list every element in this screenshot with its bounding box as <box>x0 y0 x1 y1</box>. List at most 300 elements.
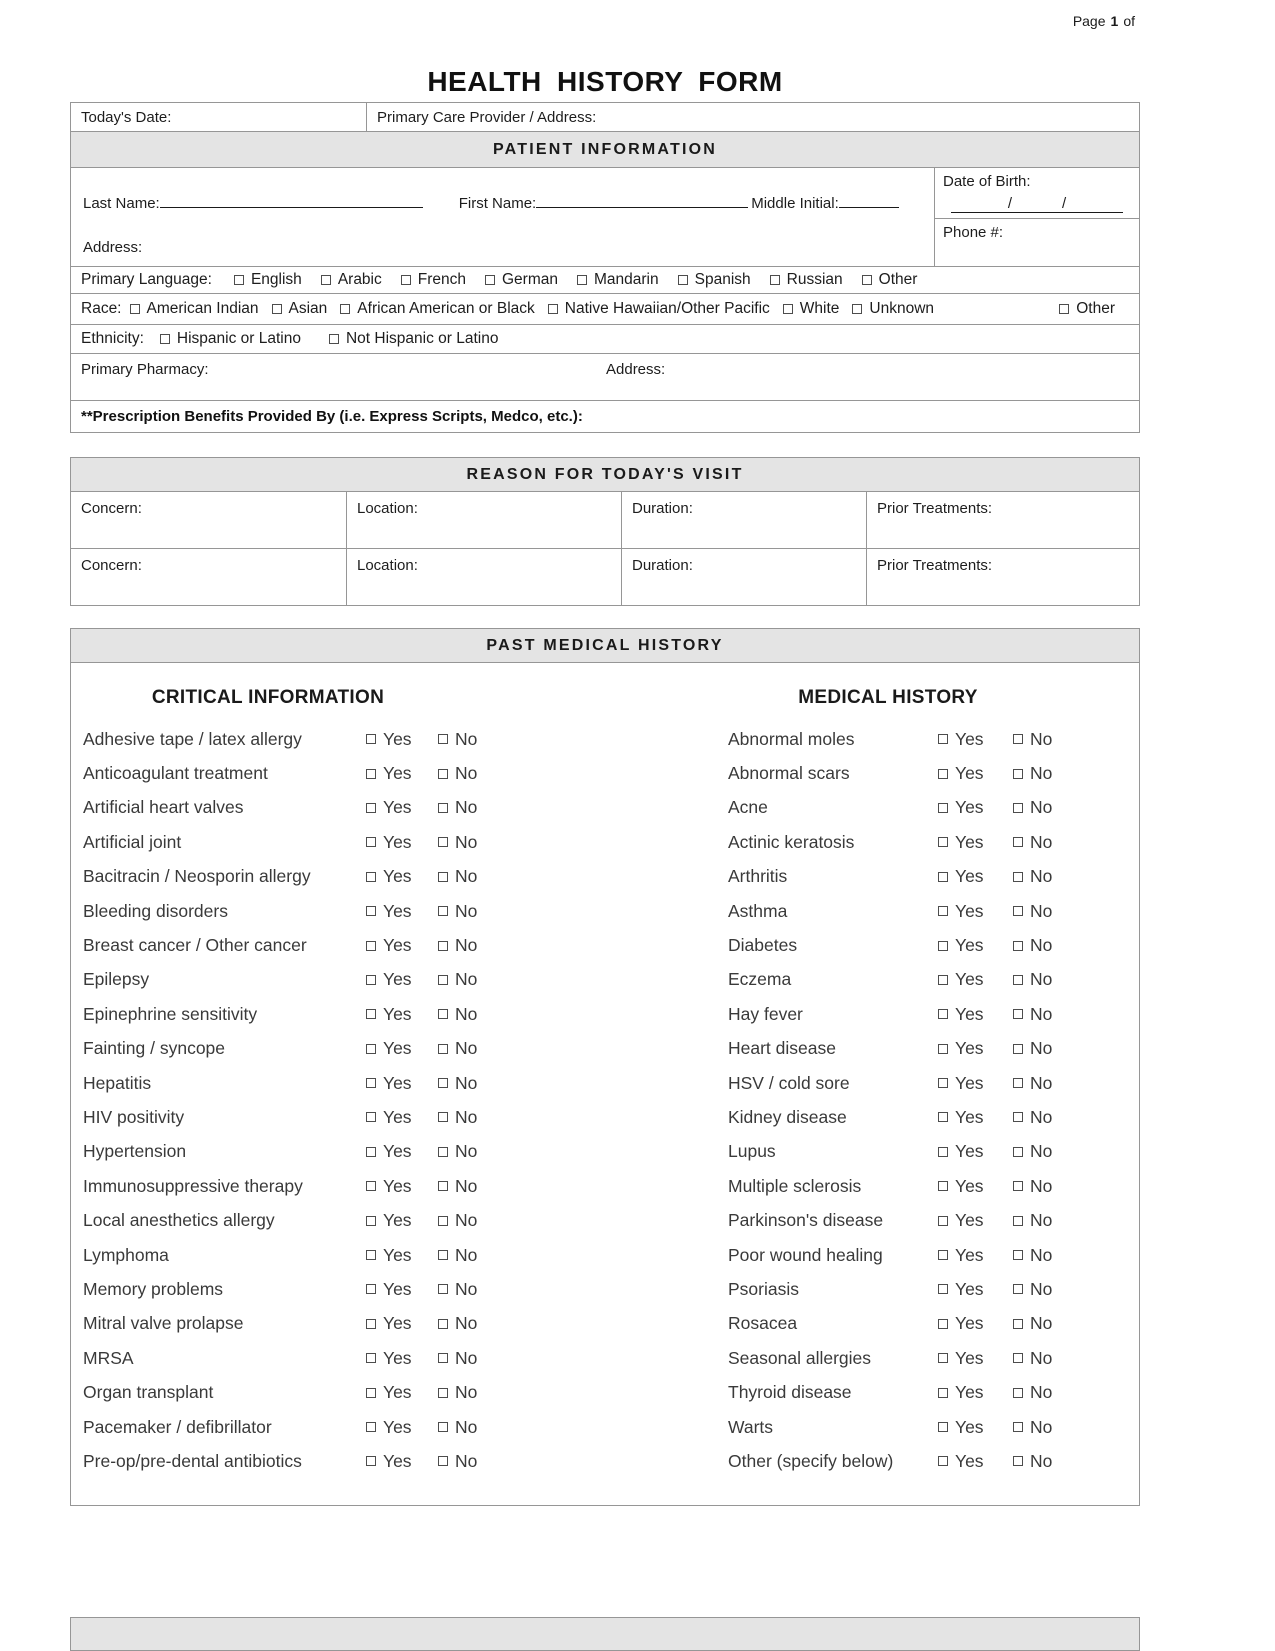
yes-option[interactable] <box>938 901 1013 922</box>
no-option[interactable] <box>1013 1210 1088 1231</box>
checkbox-icon[interactable] <box>438 1353 448 1363</box>
yes-option[interactable] <box>366 1210 438 1231</box>
history-row <box>728 860 1108 894</box>
checkbox-icon[interactable] <box>366 803 376 813</box>
yes-option[interactable] <box>366 763 438 784</box>
condition-label: Mitral valve prolapse <box>83 1313 244 1334</box>
checkbox-icon[interactable] <box>366 1044 376 1054</box>
checkbox-icon[interactable] <box>1013 1044 1023 1054</box>
phone-field[interactable] <box>935 218 1139 266</box>
no-option[interactable] <box>1013 797 1088 818</box>
yes-option[interactable] <box>366 1141 438 1162</box>
checkbox-icon[interactable] <box>938 803 948 813</box>
language-option[interactable] <box>401 271 466 289</box>
no-option[interactable] <box>1013 1038 1088 1059</box>
yes-option[interactable] <box>366 1279 438 1300</box>
date-of-birth-field[interactable] <box>935 168 1139 218</box>
checkbox-icon[interactable] <box>938 734 948 744</box>
yes-label: Yes <box>955 1072 984 1093</box>
todays-date-field[interactable] <box>71 103 366 131</box>
yes-option[interactable] <box>366 1004 438 1025</box>
condition-label: Epinephrine sensitivity <box>83 1003 258 1024</box>
yes-label: Yes <box>383 1278 412 1299</box>
yes-option[interactable] <box>366 935 438 956</box>
race-option[interactable] <box>1059 300 1115 318</box>
checkbox-icon[interactable] <box>1013 1388 1023 1398</box>
checkbox-icon[interactable] <box>1013 1112 1023 1122</box>
yes-option[interactable] <box>938 1348 1013 1369</box>
checkbox-icon[interactable] <box>1013 837 1023 847</box>
ethnicity-options <box>160 330 1129 348</box>
history-row <box>83 1272 523 1306</box>
prescription-benefits-row[interactable] <box>70 400 1140 433</box>
yes-option[interactable] <box>938 1313 1013 1334</box>
no-label: No <box>455 1175 478 1196</box>
checkbox-icon[interactable] <box>485 275 495 285</box>
phone-label: Phone #: <box>943 224 1004 241</box>
no-option[interactable] <box>438 1313 510 1334</box>
no-option[interactable] <box>1013 1313 1088 1334</box>
checkbox-icon[interactable] <box>366 1388 376 1398</box>
checkbox-icon[interactable] <box>938 1147 948 1157</box>
no-label: No <box>455 1313 478 1334</box>
no-option[interactable] <box>438 1141 510 1162</box>
checkbox-icon[interactable] <box>340 304 350 314</box>
checkbox-icon[interactable] <box>438 1422 448 1432</box>
yes-option[interactable] <box>938 1210 1013 1231</box>
language-option[interactable] <box>577 271 659 289</box>
checkbox-icon[interactable] <box>938 1456 948 1466</box>
no-option[interactable] <box>1013 1004 1088 1025</box>
checkbox-icon[interactable] <box>438 906 448 916</box>
checkbox-icon[interactable] <box>366 1181 376 1191</box>
checkbox-icon[interactable] <box>938 1284 948 1294</box>
critical-information-title: CRITICAL INFORMATION <box>151 687 385 708</box>
yes-option[interactable] <box>938 866 1013 887</box>
checkbox-icon[interactable] <box>938 975 948 985</box>
no-option[interactable] <box>1013 1279 1088 1300</box>
checkbox-icon[interactable] <box>438 1319 448 1329</box>
checkbox-icon[interactable] <box>272 304 282 314</box>
checkbox-icon[interactable] <box>938 1422 948 1432</box>
yes-option[interactable] <box>938 797 1013 818</box>
condition-label: Thyroid disease <box>728 1382 852 1403</box>
race-option-label: African American or Black <box>357 300 535 317</box>
primary-care-provider-label: Primary Care Provider / Address: <box>377 109 597 126</box>
yes-option[interactable] <box>366 832 438 853</box>
checkbox-icon[interactable] <box>366 975 376 985</box>
no-option[interactable] <box>1013 1176 1088 1197</box>
race-option[interactable] <box>340 300 534 318</box>
language-option[interactable] <box>862 271 918 289</box>
condition-label: Hay fever <box>728 1003 803 1024</box>
yes-option[interactable] <box>366 1245 438 1266</box>
yes-option[interactable] <box>366 866 438 887</box>
race-option-label: Unknown <box>869 300 935 317</box>
yes-option[interactable] <box>938 1245 1013 1266</box>
no-label: No <box>455 1278 478 1299</box>
no-label: No <box>1030 1244 1053 1265</box>
condition-label: Diabetes <box>728 935 798 956</box>
checkbox-icon[interactable] <box>1013 1009 1023 1019</box>
yes-option[interactable] <box>938 1417 1013 1438</box>
checkbox-icon[interactable] <box>1013 769 1023 779</box>
checkbox-icon[interactable] <box>770 275 780 285</box>
no-label: No <box>1030 1313 1053 1334</box>
no-option[interactable] <box>1013 1417 1088 1438</box>
no-label: No <box>1030 797 1053 818</box>
critical-information-list <box>83 722 523 1479</box>
concern-cell[interactable] <box>71 492 346 548</box>
history-row <box>728 1341 1108 1375</box>
no-option[interactable] <box>438 901 510 922</box>
ethnicity-option-label: Not Hispanic or Latino <box>345 330 499 347</box>
date-of-birth-label: Date of Birth: <box>943 173 1031 190</box>
first-name-input-line[interactable] <box>536 194 748 208</box>
checkbox-icon[interactable] <box>938 1216 948 1226</box>
no-option[interactable] <box>1013 1107 1088 1128</box>
checkbox-icon[interactable] <box>1013 975 1023 985</box>
checkbox-icon[interactable] <box>438 1181 448 1191</box>
checkbox-icon[interactable] <box>366 1284 376 1294</box>
checkbox-icon[interactable] <box>783 304 793 314</box>
yes-option[interactable] <box>366 1176 438 1197</box>
language-option-label: Russian <box>786 271 843 288</box>
condition-label: Rosacea <box>728 1313 798 1334</box>
yes-option[interactable] <box>366 1038 438 1059</box>
yes-label: Yes <box>955 797 984 818</box>
prior-treatments-cell[interactable] <box>866 549 1139 605</box>
no-label: No <box>1030 1175 1053 1196</box>
yes-option[interactable] <box>938 763 1013 784</box>
address-label: Address: <box>83 239 143 256</box>
no-option[interactable] <box>438 1451 510 1472</box>
no-label: No <box>455 1038 478 1059</box>
no-option[interactable] <box>438 1348 510 1369</box>
no-option[interactable] <box>438 1073 510 1094</box>
no-option[interactable] <box>438 1107 510 1128</box>
yes-label: Yes <box>383 1347 412 1368</box>
checkbox-icon[interactable] <box>852 304 862 314</box>
checkbox-icon[interactable] <box>438 1284 448 1294</box>
language-option[interactable] <box>321 271 382 289</box>
checkbox-icon[interactable] <box>366 1078 376 1088</box>
yes-option[interactable] <box>366 901 438 922</box>
checkbox-icon[interactable] <box>1013 1353 1023 1363</box>
no-option[interactable] <box>438 1417 510 1438</box>
yes-option[interactable] <box>366 729 438 750</box>
no-option[interactable] <box>438 1004 510 1025</box>
no-option[interactable] <box>438 1382 510 1403</box>
no-option[interactable] <box>1013 729 1088 750</box>
race-option[interactable] <box>272 300 328 318</box>
checkbox-icon[interactable] <box>366 1422 376 1432</box>
language-option-label: Arabic <box>337 271 382 288</box>
yes-option[interactable] <box>938 832 1013 853</box>
no-label: No <box>455 866 478 887</box>
checkbox-icon[interactable] <box>938 1181 948 1191</box>
primary-pharmacy-row[interactable] <box>70 353 1140 401</box>
checkbox-icon[interactable] <box>438 1078 448 1088</box>
language-option[interactable] <box>234 271 302 289</box>
ethnicity-label: Ethnicity: <box>81 330 144 347</box>
history-row <box>83 722 523 756</box>
no-option[interactable] <box>438 763 510 784</box>
checkbox-icon[interactable] <box>1013 941 1023 951</box>
yes-option[interactable] <box>938 1107 1013 1128</box>
yes-label: Yes <box>383 831 412 852</box>
yes-label: Yes <box>383 935 412 956</box>
checkbox-icon[interactable] <box>548 304 558 314</box>
checkbox-icon[interactable] <box>329 334 339 344</box>
language-option[interactable] <box>678 271 751 289</box>
checkbox-icon[interactable] <box>938 1078 948 1088</box>
race-option[interactable] <box>783 300 840 318</box>
yes-label: Yes <box>955 1106 984 1127</box>
concern-label: Concern: <box>81 557 142 574</box>
yes-label: Yes <box>955 900 984 921</box>
checkbox-icon[interactable] <box>1013 906 1023 916</box>
concern-cell[interactable] <box>71 549 346 605</box>
language-option[interactable] <box>770 271 843 289</box>
history-row <box>728 722 1108 756</box>
no-option[interactable] <box>1013 866 1088 887</box>
yes-option[interactable] <box>938 1279 1013 1300</box>
yes-option[interactable] <box>938 1141 1013 1162</box>
yes-option[interactable] <box>366 1073 438 1094</box>
yes-label: Yes <box>955 1210 984 1231</box>
no-label: No <box>1030 935 1053 956</box>
checkbox-icon[interactable] <box>577 275 587 285</box>
condition-label: Organ transplant <box>83 1382 214 1403</box>
checkbox-icon[interactable] <box>366 1009 376 1019</box>
checkbox-icon[interactable] <box>938 769 948 779</box>
middle-initial-input-line[interactable] <box>839 194 899 208</box>
history-row <box>83 1238 523 1272</box>
checkbox-icon[interactable] <box>438 1147 448 1157</box>
checkbox-icon[interactable] <box>938 941 948 951</box>
checkbox-icon[interactable] <box>438 872 448 882</box>
location-cell[interactable] <box>346 492 621 548</box>
checkbox-icon[interactable] <box>1013 803 1023 813</box>
primary-care-provider-field[interactable] <box>366 103 1139 131</box>
no-option[interactable] <box>1013 1382 1088 1403</box>
checkbox-icon[interactable] <box>438 1009 448 1019</box>
condition-label: Bleeding disorders <box>83 900 228 921</box>
duration-cell[interactable] <box>621 492 866 548</box>
yes-option[interactable] <box>366 1313 438 1334</box>
yes-option[interactable] <box>366 1451 438 1472</box>
no-option[interactable] <box>438 1279 510 1300</box>
ethnicity-option[interactable] <box>329 330 499 348</box>
checkbox-icon[interactable] <box>438 734 448 744</box>
checkbox-icon[interactable] <box>438 941 448 951</box>
yes-option[interactable] <box>938 935 1013 956</box>
checkbox-icon[interactable] <box>938 872 948 882</box>
yes-option[interactable] <box>938 1176 1013 1197</box>
checkbox-icon[interactable] <box>1059 304 1069 314</box>
history-row <box>83 894 523 928</box>
yes-option[interactable] <box>938 1073 1013 1094</box>
page-label: Page <box>1072 13 1106 29</box>
checkbox-icon[interactable] <box>938 837 948 847</box>
checkbox-icon[interactable] <box>130 304 140 314</box>
yes-option[interactable] <box>366 1417 438 1438</box>
no-option[interactable] <box>1013 969 1088 990</box>
location-cell[interactable] <box>346 549 621 605</box>
checkbox-icon[interactable] <box>1013 872 1023 882</box>
yes-option[interactable] <box>938 1451 1013 1472</box>
no-option[interactable] <box>1013 832 1088 853</box>
no-option[interactable] <box>1013 1073 1088 1094</box>
checkbox-icon[interactable] <box>234 275 244 285</box>
yes-option[interactable] <box>938 1004 1013 1025</box>
checkbox-icon[interactable] <box>401 275 411 285</box>
duration-cell[interactable] <box>621 549 866 605</box>
yes-option[interactable] <box>366 797 438 818</box>
checkbox-icon[interactable] <box>366 1112 376 1122</box>
yes-option[interactable] <box>366 969 438 990</box>
language-option-label: German <box>502 271 558 288</box>
no-option[interactable] <box>1013 1451 1088 1472</box>
checkbox-icon[interactable] <box>938 1388 948 1398</box>
history-row <box>728 1272 1108 1306</box>
condition-label: Lupus <box>728 1141 776 1162</box>
history-row <box>83 1341 523 1375</box>
no-option[interactable] <box>438 866 510 887</box>
no-option[interactable] <box>1013 1348 1088 1369</box>
checkbox-icon[interactable] <box>438 837 448 847</box>
checkbox-icon[interactable] <box>1013 1078 1023 1088</box>
checkbox-icon[interactable] <box>366 1319 376 1329</box>
checkbox-icon[interactable] <box>1013 1319 1023 1329</box>
checkbox-icon[interactable] <box>1013 1216 1023 1226</box>
no-option[interactable] <box>438 832 510 853</box>
todays-date-label: Today's Date: <box>81 109 172 126</box>
checkbox-icon[interactable] <box>1013 734 1023 744</box>
no-option[interactable] <box>438 935 510 956</box>
no-option[interactable] <box>438 797 510 818</box>
checkbox-icon[interactable] <box>938 1044 948 1054</box>
visit-row <box>70 491 1140 549</box>
history-row <box>728 1135 1108 1169</box>
no-option[interactable] <box>438 1210 510 1231</box>
checkbox-icon[interactable] <box>938 1353 948 1363</box>
address-field[interactable] <box>83 239 922 256</box>
condition-label: Psoriasis <box>728 1278 799 1299</box>
checkbox-icon[interactable] <box>366 906 376 916</box>
checkbox-icon[interactable] <box>438 1456 448 1466</box>
checkbox-icon[interactable] <box>1013 1284 1023 1294</box>
checkbox-icon[interactable] <box>1013 1147 1023 1157</box>
checkbox-icon[interactable] <box>366 1216 376 1226</box>
no-label: No <box>1030 1278 1053 1299</box>
no-option[interactable] <box>1013 763 1088 784</box>
checkbox-icon[interactable] <box>1013 1250 1023 1260</box>
yes-label: Yes <box>383 1382 412 1403</box>
last-name-input-line[interactable] <box>160 194 423 208</box>
condition-label: Bacitracin / Neosporin allergy <box>83 866 311 887</box>
checkbox-icon[interactable] <box>938 1112 948 1122</box>
checkbox-icon[interactable] <box>366 837 376 847</box>
checkbox-icon[interactable] <box>438 1112 448 1122</box>
race-label: Race: <box>81 300 122 317</box>
no-label: No <box>1030 1141 1053 1162</box>
language-option[interactable] <box>485 271 558 289</box>
checkbox-icon[interactable] <box>938 1319 948 1329</box>
yes-option[interactable] <box>938 969 1013 990</box>
prior-treatments-cell[interactable] <box>866 492 1139 548</box>
checkbox-icon[interactable] <box>438 975 448 985</box>
no-option[interactable] <box>438 969 510 990</box>
yes-option[interactable] <box>366 1348 438 1369</box>
ethnicity-option-label: Hispanic or Latino <box>176 330 301 347</box>
checkbox-icon[interactable] <box>938 1250 948 1260</box>
yes-option[interactable] <box>366 1382 438 1403</box>
race-option[interactable] <box>852 300 934 318</box>
yes-option[interactable] <box>938 1382 1013 1403</box>
checkbox-icon[interactable] <box>438 1044 448 1054</box>
duration-label: Duration: <box>632 557 693 574</box>
checkbox-icon[interactable] <box>1013 1181 1023 1191</box>
checkbox-icon[interactable] <box>438 1216 448 1226</box>
checkbox-icon[interactable] <box>862 275 872 285</box>
no-label: No <box>455 1003 478 1024</box>
yes-option[interactable] <box>366 1107 438 1128</box>
checkbox-icon[interactable] <box>678 275 688 285</box>
checkbox-icon[interactable] <box>366 1250 376 1260</box>
race-option[interactable] <box>548 300 770 318</box>
checkbox-icon[interactable] <box>366 1353 376 1363</box>
no-option[interactable] <box>1013 901 1088 922</box>
condition-label: Multiple sclerosis <box>728 1175 862 1196</box>
checkbox-icon[interactable] <box>438 1388 448 1398</box>
checkbox-icon[interactable] <box>1013 1456 1023 1466</box>
condition-label: Warts <box>728 1416 774 1437</box>
history-row <box>728 1066 1108 1100</box>
checkbox-icon[interactable] <box>366 769 376 779</box>
checkbox-icon[interactable] <box>366 941 376 951</box>
checkbox-icon[interactable] <box>938 1009 948 1019</box>
no-label: No <box>455 1072 478 1093</box>
ethnicity-option[interactable] <box>160 330 301 348</box>
checkbox-icon[interactable] <box>366 872 376 882</box>
checkbox-icon[interactable] <box>366 734 376 744</box>
yes-option[interactable] <box>938 1038 1013 1059</box>
race-option[interactable] <box>130 300 259 318</box>
checkbox-icon[interactable] <box>1013 1422 1023 1432</box>
checkbox-icon[interactable] <box>438 769 448 779</box>
no-option[interactable] <box>1013 1141 1088 1162</box>
condition-label: Lymphoma <box>83 1244 169 1265</box>
no-option[interactable] <box>438 1176 510 1197</box>
no-option[interactable] <box>438 1245 510 1266</box>
checkbox-icon[interactable] <box>160 334 170 344</box>
no-option[interactable] <box>1013 935 1088 956</box>
yes-option[interactable] <box>938 729 1013 750</box>
checkbox-icon[interactable] <box>438 1250 448 1260</box>
reason-for-visit-header: REASON FOR TODAY'S VISIT <box>70 457 1140 492</box>
checkbox-icon[interactable] <box>366 1147 376 1157</box>
checkbox-icon[interactable] <box>438 803 448 813</box>
no-option[interactable] <box>438 1038 510 1059</box>
checkbox-icon[interactable] <box>366 1456 376 1466</box>
no-option[interactable] <box>438 729 510 750</box>
checkbox-icon[interactable] <box>938 906 948 916</box>
no-option[interactable] <box>1013 1245 1088 1266</box>
date-of-birth-input-line[interactable]: / / <box>951 195 1123 213</box>
checkbox-icon[interactable] <box>321 275 331 285</box>
